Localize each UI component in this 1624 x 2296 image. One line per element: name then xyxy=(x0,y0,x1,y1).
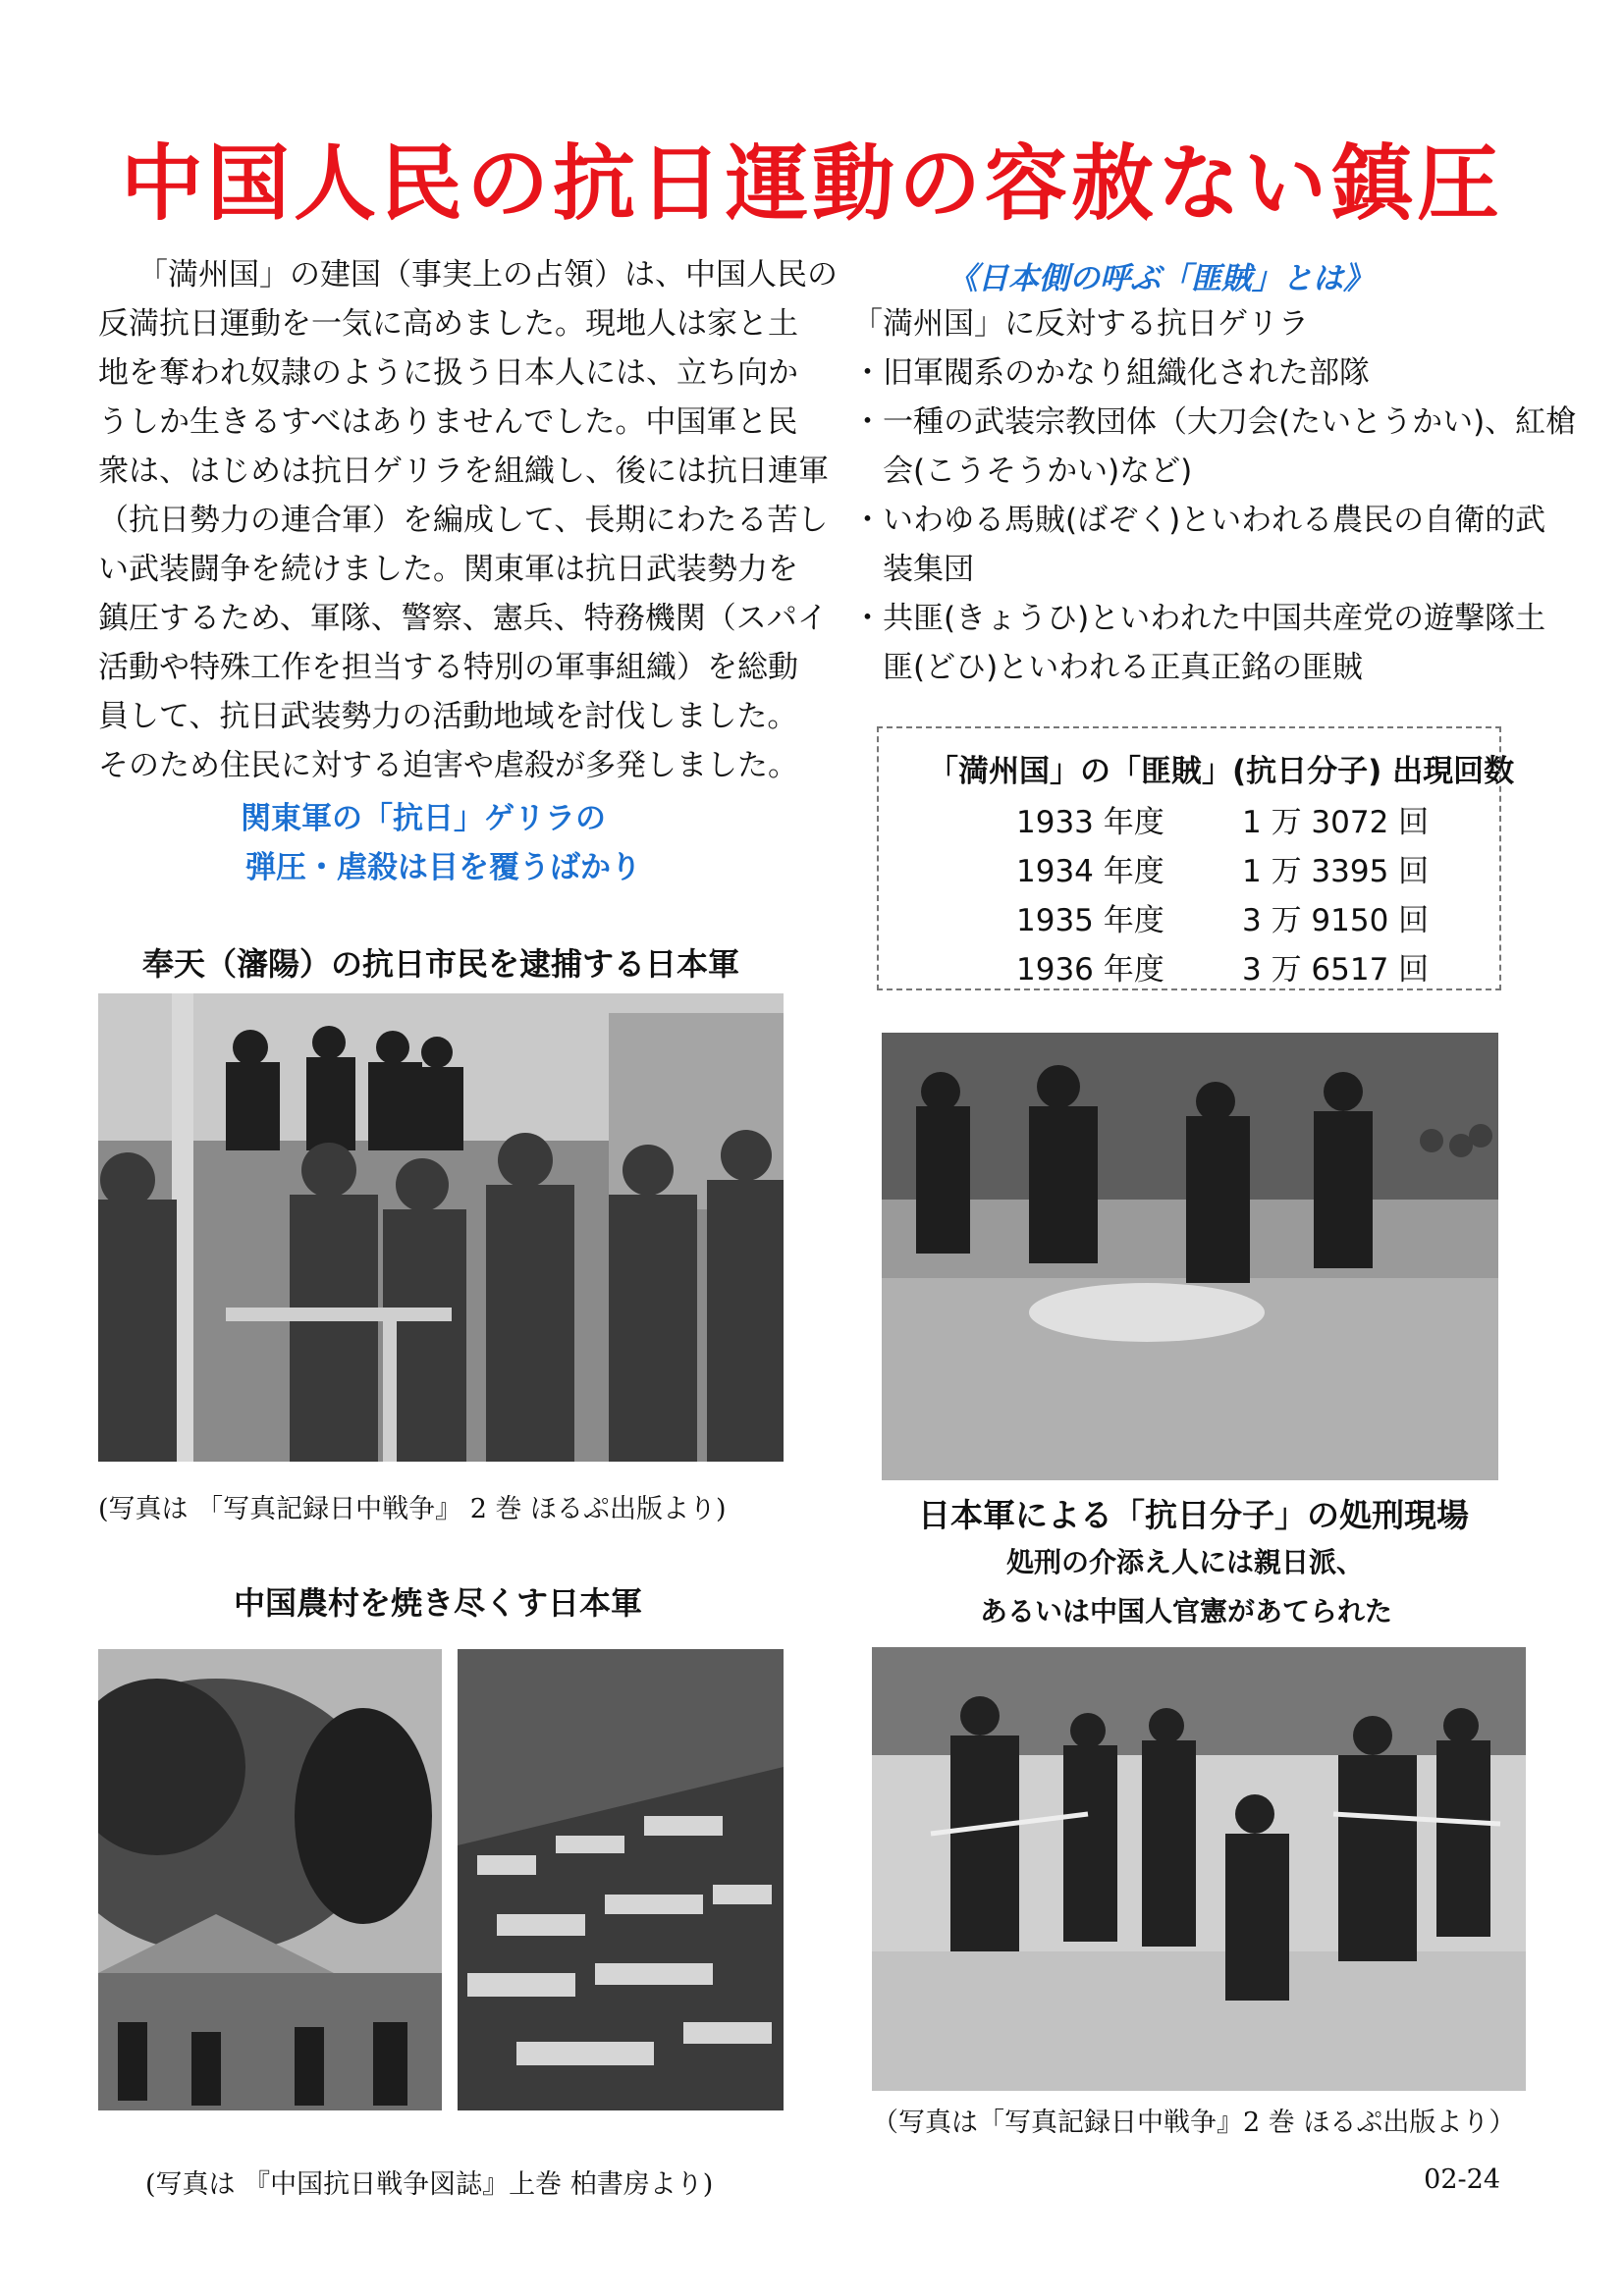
photo2-credit: (写真は 『中国抗日戦争図誌』上巻 柏書房より) xyxy=(145,2169,714,2200)
list-item: ・旧軍閥系のかなり組織化された部隊 xyxy=(852,355,1370,391)
left-heading-line1: 関東軍の「抗日」ゲリラの xyxy=(241,801,606,836)
table-cell-year: 1935 年度 xyxy=(1016,903,1164,938)
page-number: 02-24 xyxy=(1424,2164,1500,2195)
execution-caption: 日本軍による「抗日分子」の処刑現場 xyxy=(918,1496,1469,1534)
intro-line: 活動や特殊工作を担当する特別の軍事組織）を総動 xyxy=(98,650,798,685)
execution-photo-2 xyxy=(872,1647,1526,2091)
list-item: 匪(どひ)といわれる正真正銘の匪賊 xyxy=(852,650,1364,685)
table-cell-count: 3 万 6517 回 xyxy=(1242,952,1430,988)
intro-line: 反満抗日運動を一気に高めました。現地人は家と土 xyxy=(98,306,798,342)
table-cell-year: 1934 年度 xyxy=(1016,854,1164,889)
intro-line: 員して、抗日武装勢力の活動地域を討伐しました。 xyxy=(98,699,798,734)
intro-line: うしか生きるすべはありませんでした。中国軍と民 xyxy=(98,404,798,440)
bandits-heading: 《日本側の呼ぶ「匪賊」とは》 xyxy=(947,261,1374,296)
table-cell-year: 1933 年度 xyxy=(1016,805,1164,840)
intro-line: そのため住民に対する迫害や虐殺が多発しました。 xyxy=(98,748,798,783)
intro-line: 衆は、はじめは抗日ゲリラを組織し、後には抗日連軍 xyxy=(98,454,829,489)
burning-village-photo xyxy=(98,1649,442,2110)
left-heading-line2: 弾圧・虐殺は目を覆うばかり xyxy=(245,850,641,885)
execution-credit: （写真は「写真記録日中戦争』2 巻 ほるぷ出版より） xyxy=(872,2108,1516,2138)
intro-line: い武装闘争を続けました。関東軍は抗日武装勢力を xyxy=(98,552,798,587)
table-cell-count: 1 万 3395 回 xyxy=(1242,854,1430,889)
bandit-count-table xyxy=(877,726,1515,990)
ruined-village-photo xyxy=(458,1649,784,2110)
execution-subcaption-1: 処刑の介添え人には親日派、 xyxy=(1006,1546,1365,1578)
table-cell-count: 3 万 9150 回 xyxy=(1242,903,1430,938)
arrest-photo xyxy=(98,993,784,1462)
table-cell-year: 1936 年度 xyxy=(1016,952,1164,988)
intro-line: 「満州国」の建国（事実上の占領）は、中国人民の xyxy=(137,257,838,293)
intro-line: 鎮圧するため、軍隊、警察、憲兵、特務機関（スパイ xyxy=(98,601,828,636)
photo2-caption: 中国農村を焼き尽くす日本軍 xyxy=(234,1584,643,1622)
table-cell-count: 1 万 3072 回 xyxy=(1242,805,1430,840)
list-item: 会(こうそうかい)など) xyxy=(852,454,1193,489)
list-item: ・共匪(きょうひ)といわれた中国共産党の遊撃隊土 xyxy=(852,601,1546,636)
photo1-caption: 奉天（瀋陽）の抗日市民を逮捕する日本軍 xyxy=(142,945,740,983)
bandits-intro: 「満州国」に反対する抗日ゲリラ xyxy=(852,306,1309,342)
list-item: 装集団 xyxy=(852,552,974,587)
list-item: ・一種の武装宗教団体（大刀会(たいとうかい)、紅槍 xyxy=(852,404,1577,440)
table-header: 「満州国」の「匪賊」(抗日分子) 出現回数 xyxy=(928,754,1515,789)
execution-photo-1 xyxy=(882,1033,1498,1480)
page-title: 中国人民の抗日運動の容赦ない鎮圧 xyxy=(120,135,1503,232)
execution-subcaption-2: あるいは中国人官憲があてられた xyxy=(980,1595,1393,1628)
list-item: ・いわゆる馬賊(ばぞく)といわれる農民の自衛的武 xyxy=(852,503,1546,538)
photo1-credit: (写真は 「写真記録日中戦争』 2 巻 ほるぷ出版より) xyxy=(98,1494,727,1524)
intro-line: （抗日勢力の連合軍）を編成して、長期にわたる苦し xyxy=(98,503,829,538)
intro-line: 地を奪われ奴隷のように扱う日本人には、立ち向か xyxy=(98,355,798,391)
